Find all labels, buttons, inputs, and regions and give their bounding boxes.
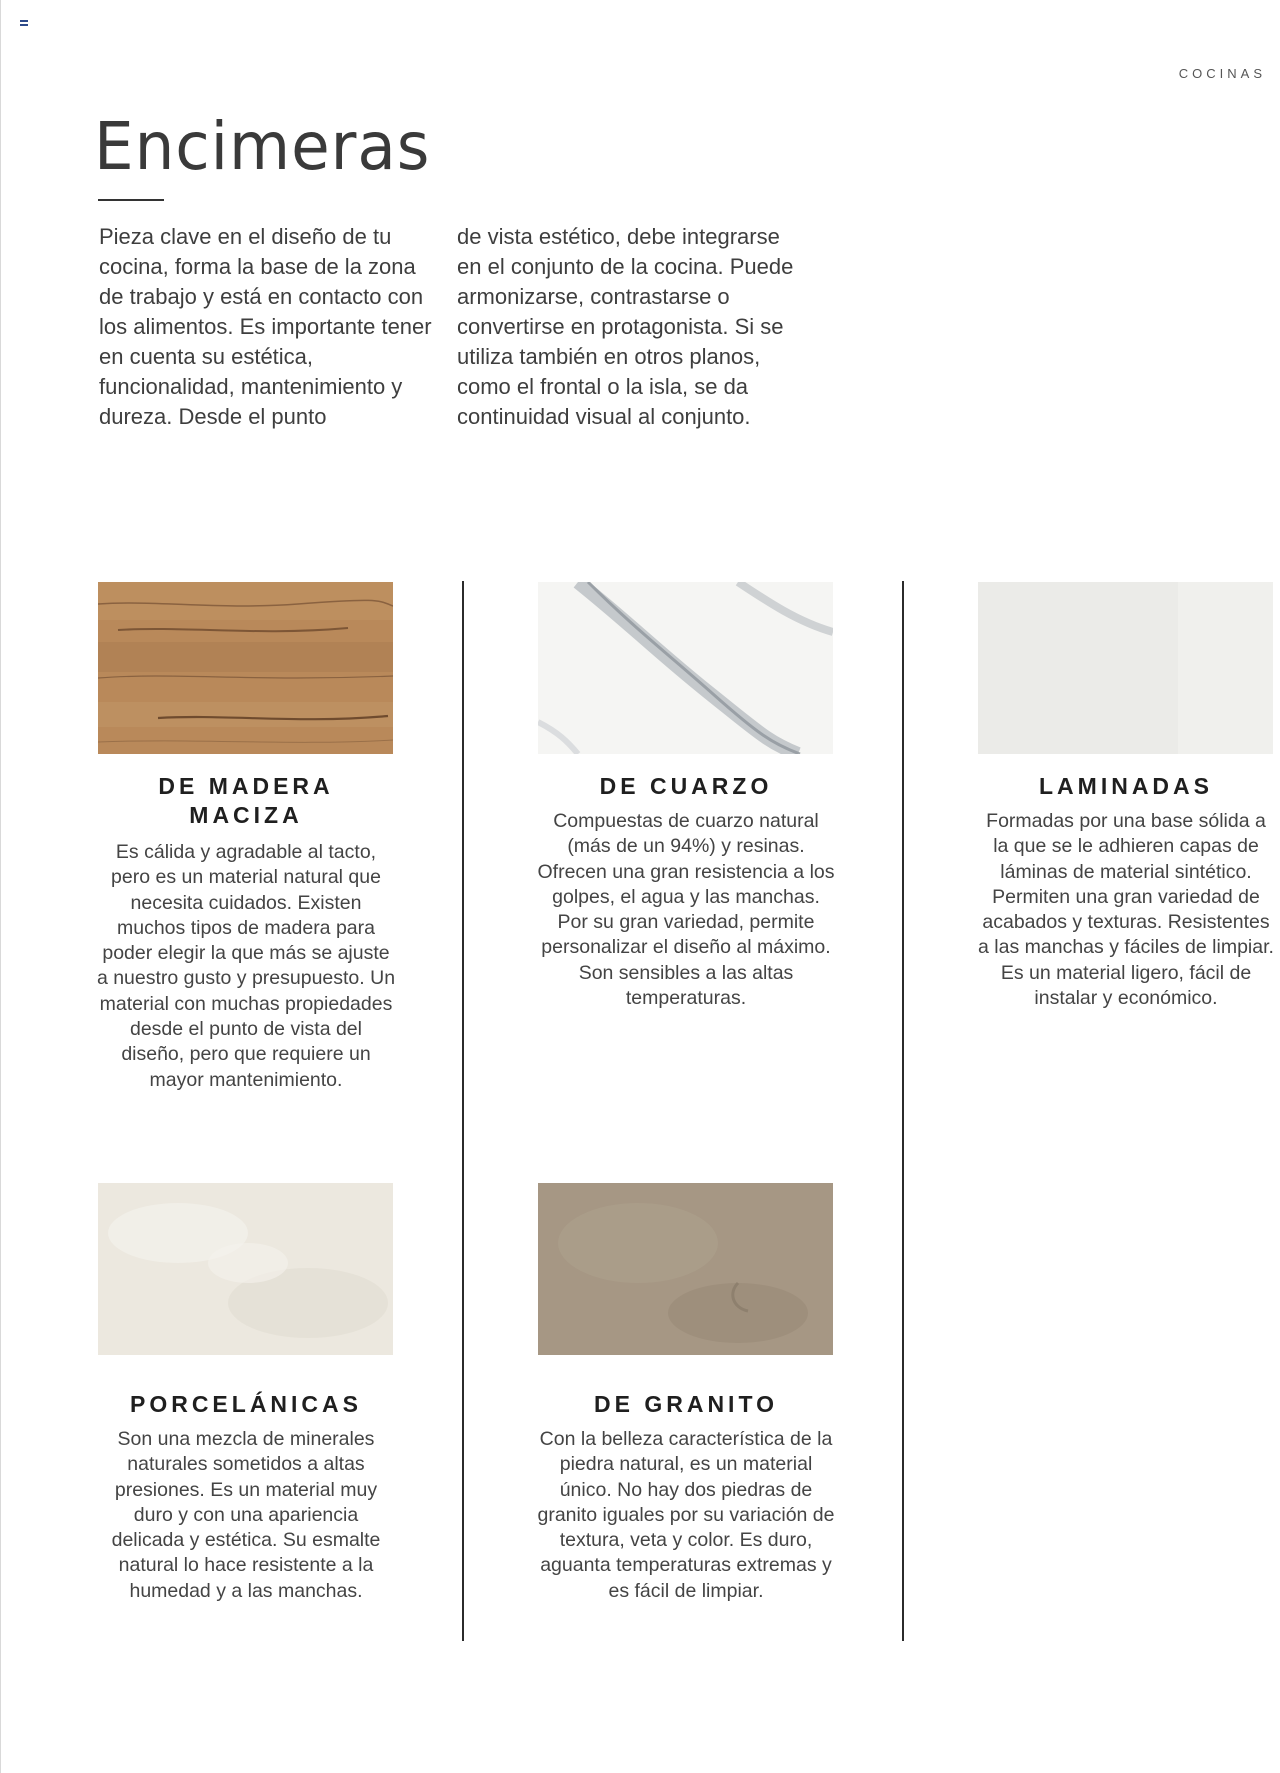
material-card-porcelanicas <box>96 1390 396 1604</box>
page-edge <box>0 0 1 1773</box>
material-description: Con la belleza característica de la piedra natural, es un material único. No hay dos piedras de granito iguales por su variación de textura, veta y color. Es duro, aguanta temperaturas extremas y es fácil de limpiar. <box>537 1428 835 1602</box>
page-title: Encimeras <box>94 108 431 185</box>
wood-swatch-image <box>98 582 393 754</box>
granite-swatch-image <box>538 1183 833 1355</box>
material-card-granito <box>536 1390 836 1604</box>
material-card-madera <box>96 772 396 1093</box>
material-title: DE GRANITO <box>594 1391 778 1417</box>
material-title: PORCELÁNICAS <box>129 1391 362 1417</box>
material-description: Formadas por una base sólida a la que se le adhieren capas de láminas de material sintético. Permiten una gran variedad de acabados y texturas. Resistentes a las manchas y fáciles de limpiar. Es un material ligero, fácil de instalar y económico. <box>978 810 1274 1010</box>
material-title: LAMINADAS <box>1039 773 1213 799</box>
material-description: Compuestas de cuarzo natural (más de un 94%) y resinas. Ofrecen una gran resistencia a los golpes, el agua y las manchas. Por su gran variedad, permite personalizar el diseño al máximo. Son sensibles a las altas temperaturas. <box>537 810 835 1010</box>
material-card-cuarzo <box>536 772 836 1011</box>
menu-icon[interactable] <box>20 20 28 28</box>
material-title: DE MADERA MACIZA <box>158 773 334 828</box>
column-divider-left <box>462 581 464 1641</box>
material-description: Es cálida y agradable al tacto, pero es un material natural que necesita cuidados. Existen muchos tipos de madera para poder elegir la que más se ajuste a nuestro gusto y presupuesto. Un material con muchas propiedades desde el punto de vista del diseño, pero que requiere un mayor mantenimiento. <box>96 841 396 1091</box>
intro-paragraph-2: de vista estético, debe integrarse en el conjunto de la cocina. Puede armonizarse, contrastarse o convertirse en protagonista. Si se utiliza también en otros planos, como el frontal o la isla, se da continuidad visual al conjunto. <box>457 224 794 429</box>
title-underline <box>98 199 164 201</box>
material-description: Son una mezcla de minerales naturales sometidos a altas presiones. Es un material muy duro y con una apariencia delicada y estética. Su esmalte natural lo hace resistente a la humedad y a las manchas. <box>111 1428 381 1602</box>
column-divider-right <box>902 581 904 1641</box>
laminate-swatch-image <box>978 582 1273 754</box>
porcelain-swatch-image <box>98 1183 393 1355</box>
material-title: DE CUARZO <box>599 773 773 799</box>
material-card-laminadas <box>976 772 1276 1011</box>
section-label: COCINAS <box>1178 66 1266 81</box>
quartz-swatch-image <box>538 582 833 754</box>
intro-paragraph-1: Pieza clave en el diseño de tu cocina, forma la base de la zona de trabajo y está en contacto con los alimentos. Es importante tener en cuenta su estética, funcionalidad, mantenimiento y dureza. Desde el punto <box>99 224 432 429</box>
